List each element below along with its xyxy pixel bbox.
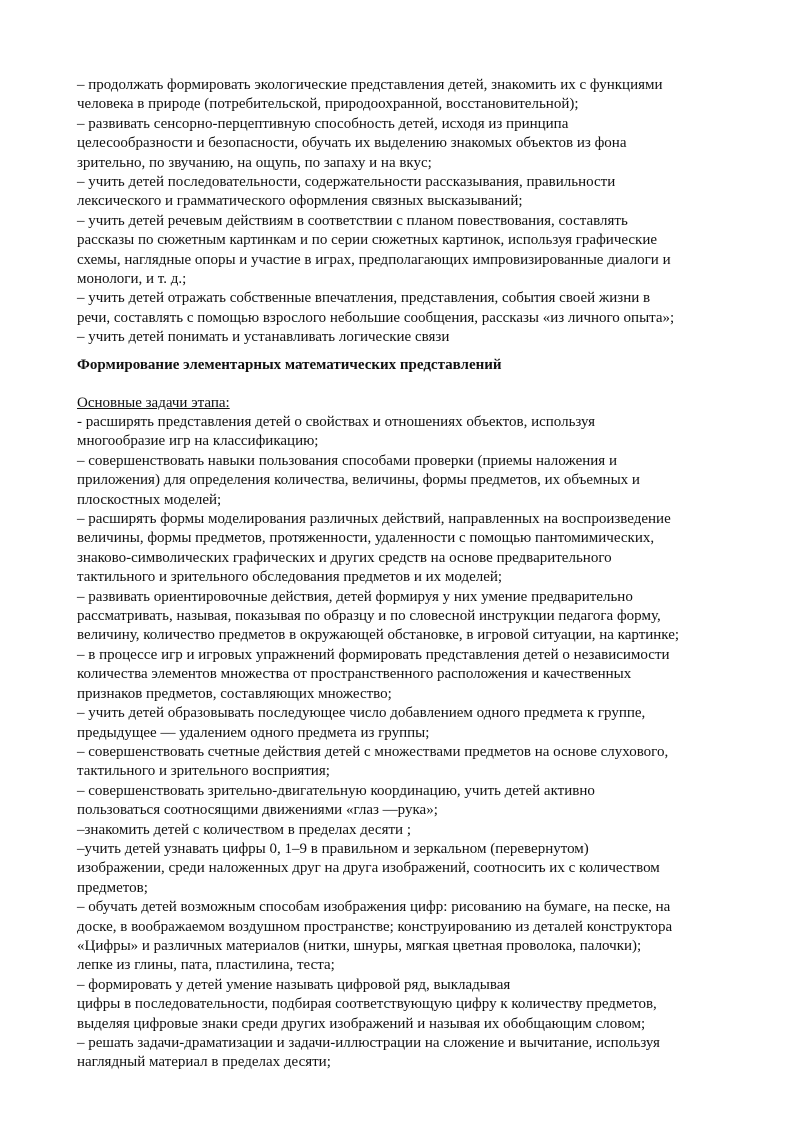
text-line: - расширять представления детей о свойствах и отношениях объектов, используя [77,414,596,430]
text-line: – развивать ориентировочные действия, детей формируя у них умение предварительно [77,588,633,605]
text-line: – совершенствовать зрительно-двигательную координацию, учить детей активно [77,782,595,799]
text-line: – решать задачи-драматизации и задачи-иллюстрации на сложение и вычитание, используя [77,1035,660,1051]
text-line: величину, количество предметов в окружающей обстановке, в игровой ситуации, на картинке; [77,627,680,644]
text-line: цифры в последовательности, подбирая соответствующую цифру к количеству предметов, [77,996,657,1013]
text-line: многообразие игр на классификацию; [77,433,319,450]
text-line: изображении, среди наложенных друг на друга изображений, соотносить их с количеством [77,860,660,877]
text-line: – учить детей отражать собственные впечатления, представления, события своей жизни в [77,290,651,307]
text-line: наглядный материал в пределах десяти; [77,1054,331,1071]
text-line: количества элементов множества от пространственного расположения и качественных [77,666,632,683]
text-line: тактильного и зрительного обследования предметов и их моделей; [77,569,503,586]
text-line: – совершенствовать счетные действия детей с множествами предметов на основе слухового, [77,743,669,760]
text-line: тактильного и зрительного восприятия; [77,763,330,780]
text-line: – расширять формы моделирования различных действий, направленных на воспроизведение [77,511,671,528]
text-line: – учить детей образовывать последующее число добавлением одного предмета к группе, [77,705,646,722]
text-line: предыдущее — удалением одного предмета из группы; [77,724,430,741]
text-line: – продолжать формировать экологические представления детей, знакомить их с функциями [77,77,663,93]
text-line: предметов; [77,879,148,896]
text-line: лексического и грамматического оформления связных высказываний; [77,193,523,210]
text-line: пользоваться соотносящими движениями «глаз —рука»; [77,802,438,819]
text-line: – развивать сенсорно-перцептивную способность детей, исходя из принципа [77,115,569,132]
text-line: –знакомить детей с количеством в пределах десяти ; [77,821,411,838]
math-task-list [77,413,767,1073]
text-line: человека в природе (потребительской, природоохранной, восстановительной); [77,96,579,113]
section-title: Формирование элементарных математических представлений [77,357,502,373]
text-line: «Цифры» и различных материалов (нитки, шнуры, мягкая цветная проволока, палочки); [77,937,642,954]
text-line: – в процессе игр и игровых упражнений формировать представления детей о независимости [77,646,670,663]
text-line: –учить детей узнавать цифры 0, 1–9 в правильном и зеркальном (перевернутом) [77,840,589,857]
text-line: признаков предметов, составляющих множество; [77,685,392,702]
text-line: целесообразности и безопасности, обучать их выделению знакомых объектов из фона [77,135,627,152]
text-line: выделяя цифровые знаки среди других изображений и называя их обобщающим словом; [77,1015,646,1032]
text-line: – учить детей понимать и устанавливать логические связи [77,329,450,346]
text-line: приложения) для определения количества, величины, формы предметов, их объемных и [77,472,640,489]
text-line: плоскостных моделей; [77,491,222,508]
text-line: знаково-символических графических и других средств на основе предварительного [77,549,612,566]
text-line: схемы, наглядные опоры и участие в играх, предполагающих импровизированные диалоги и [77,251,671,268]
text-line: лепке из глины, пата, пластилина, теста; [77,957,335,974]
text-line: речи, составлять с помощью взрослого небольшие сообщения, рассказы «из личного опыта»; [77,309,675,326]
text-line: доске, в воображаемом воздушном пространстве; конструированию из деталей конструктора [77,918,673,935]
text-line: – формировать у детей умение называть цифровой ряд, выкладывая [77,976,511,993]
text-line: – обучать детей возможным способам изображения цифр: рисованию на бумаге, на песке, на [77,899,671,916]
text-line: монологи, и т. д.; [77,271,187,288]
text-line: – учить детей последовательности, содержательности рассказывания, правильности [77,174,616,191]
text-line: рассказы по сюжетным картинкам и по серии сюжетных картинок, используя графические [77,232,658,249]
text-line: – совершенствовать навыки пользования способами проверки (приемы наложения и [77,452,617,469]
text-line: – учить детей речевым действиям в соответствии с планом повествования, составлять [77,212,628,229]
text-line: величины, формы предметов, протяженности, удаленности с помощью пантомимических, [77,530,655,547]
intro-task-list [77,76,767,348]
text-line: зрительно, по звучанию, на ощупь, по запаху и на вкус; [77,154,432,171]
tasks-subheading: Основные задачи этапа: [77,395,230,411]
text-line: рассматривать, называя, показывая по образцу и по словесной инструкции педагога форму, [77,608,661,625]
